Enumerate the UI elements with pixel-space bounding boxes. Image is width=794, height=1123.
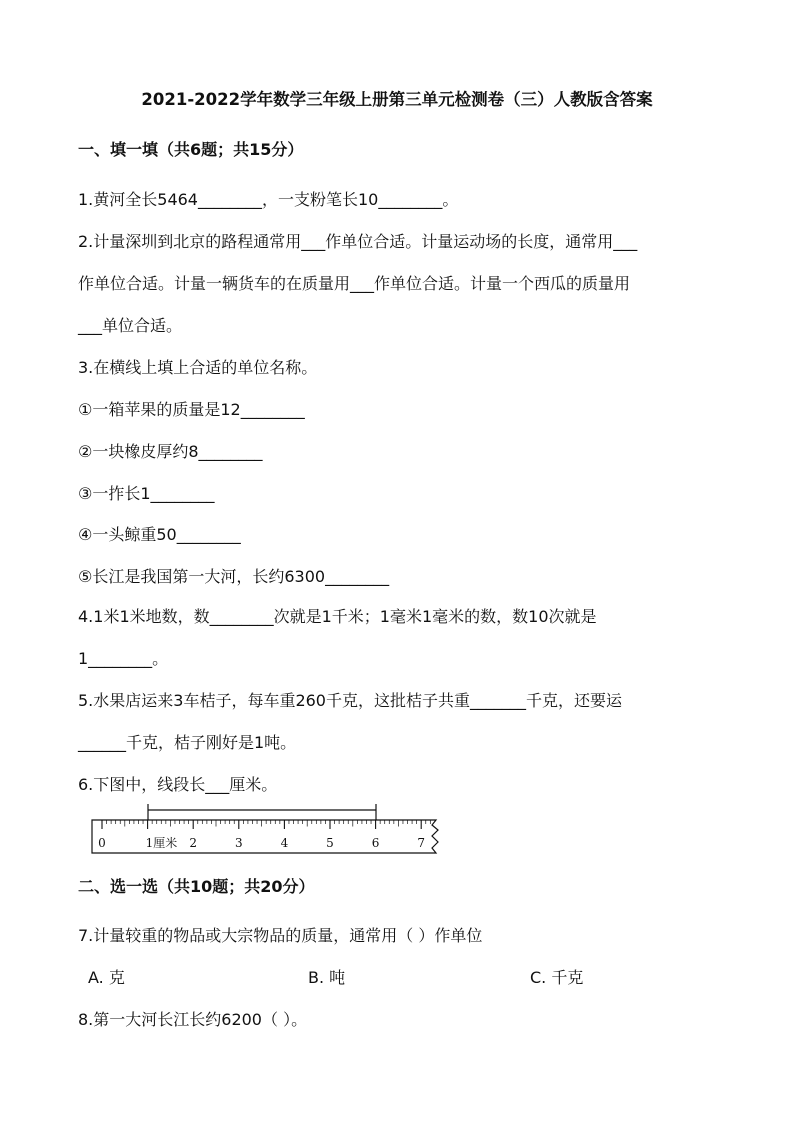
ruler-svg [88, 800, 448, 862]
question-7-option-c[interactable]: C. 千克 [530, 968, 584, 987]
question-2-line-1: 2.计量深圳到北京的路程通常用___作单位合适。计量运动场的长度，通常用___ [78, 232, 638, 251]
ruler-label-6: 6 [371, 836, 380, 850]
ruler-figure [88, 800, 448, 862]
question-2-line-3: ___单位合适。 [78, 316, 183, 335]
page-title: 2021-2022学年数学三年级上册第三单元检测卷（三）人教版含答案 [141, 90, 653, 109]
question-7-option-b[interactable]: B. 吨 [308, 968, 346, 987]
question-7: 7.计量较重的物品或大宗物品的质量，通常用（ ）作单位 [78, 926, 483, 945]
question-1: 1.黄河全长5464________，一支粉笔长10________。 [78, 190, 459, 209]
question-6: 6.下图中，线段长___厘米。 [78, 775, 278, 794]
question-5-line-1: 5.水果店运来3车桔子，每车重260千克，这批桔子共重_______千克，还要运 [78, 691, 622, 710]
ruler-body [92, 820, 438, 853]
ruler-label-4: 4 [280, 836, 289, 850]
section-heading-multiple-choice: 二、选一选（共10题；共20分） [78, 877, 315, 896]
question-3-item-5: ⑤长江是我国第一大河，长约6300________ [78, 567, 390, 586]
question-2-line-2: 作单位合适。计量一辆货车的在质量用___作单位合适。计量一个西瓜的质量用 [78, 274, 631, 293]
question-3-item-1: ①一箱苹果的质量是12________ [78, 400, 305, 419]
question-4-line-1: 4.1米1米地数，数________次就是1千米；1毫米1毫米的数，数10次就是 [78, 607, 597, 626]
question-3-item-2: ②一块橡皮厚约8________ [78, 442, 263, 461]
ruler-label-3: 3 [234, 836, 243, 850]
question-7-option-a[interactable]: A. 克 [88, 968, 125, 987]
question-3-item-4: ④一头鲸重50________ [78, 525, 241, 544]
ruler-label-7: 7 [417, 836, 426, 850]
ruler-label-5: 5 [326, 836, 334, 850]
question-3: 3.在横线上填上合适的单位名称。 [78, 358, 318, 377]
ruler-label-0: 0 [98, 836, 106, 850]
question-8: 8.第一大河长江长约6200（ ）。 [78, 1010, 308, 1029]
ruler-label-1: 1厘米 [145, 836, 178, 850]
question-5-line-2: ______千克，桔子刚好是1吨。 [78, 733, 297, 752]
section-heading-fill-in: 一、填一填（共6题；共15分） [78, 140, 304, 159]
ruler-label-2: 2 [189, 836, 198, 850]
question-4-line-2: 1________。 [78, 649, 169, 668]
question-3-item-3: ③一拃长1________ [78, 484, 215, 503]
